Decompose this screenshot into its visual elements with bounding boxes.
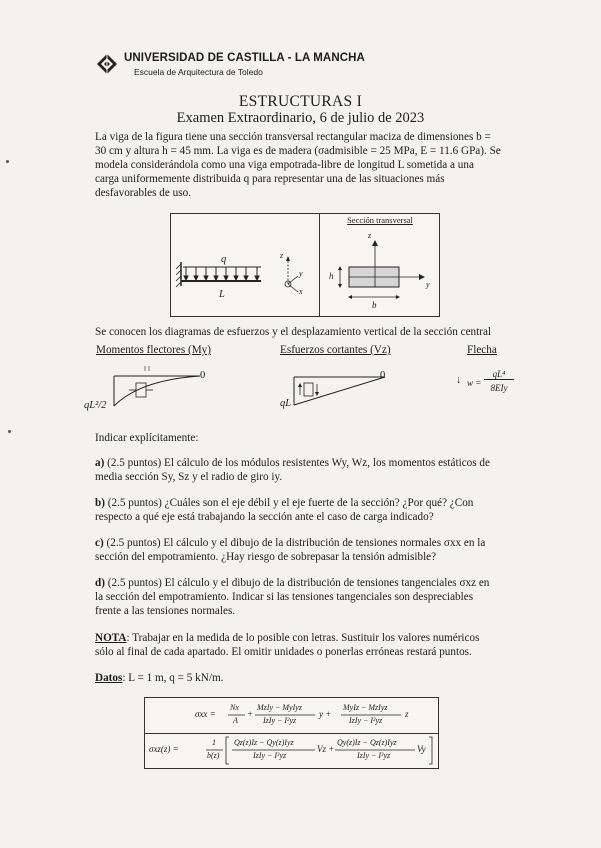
- diagrams-intro: Se conocen los diagramas de esfuerzos y el desplazamiento vertical de la sección central: [95, 326, 492, 338]
- intro-line: La viga de la figura tiene una sección transversal rectangular maciza de dimensiones b =: [95, 131, 491, 143]
- shear-diagram: [290, 365, 390, 410]
- margin-dot: [6, 160, 9, 163]
- beam-diagram: [171, 214, 439, 316]
- shear-zero-label: 0: [380, 370, 386, 381]
- load-label: q: [221, 254, 227, 265]
- width-label: b: [372, 300, 377, 310]
- x-axis-label: x: [299, 287, 303, 296]
- note-text: sólo al final de cada apartado. El omitir unidades o ponerlas erróneas restará puntos.: [95, 646, 472, 658]
- height-label: h: [329, 271, 334, 281]
- data-label: Datos: [95, 672, 123, 684]
- intro-line: 30 cm y altura h = 45 mm. La viga es de madera (σadmisible = 25 MPa, E = 11.6 GPa). Se: [95, 145, 501, 157]
- formula1-nx: Nx: [230, 703, 239, 712]
- beam-figure: [170, 213, 440, 317]
- note-text: : Trabajar en la medida de lo posible con letras. Sustituir los valores numéricos: [126, 632, 480, 644]
- data-section: [95, 671, 510, 685]
- section-title: Sección transversal: [347, 215, 413, 225]
- formula1-num3: MyIz − MzIyz: [343, 703, 388, 712]
- moment-zero-label: 0: [200, 370, 206, 381]
- note-label: NOTA: [95, 632, 127, 644]
- margin-dot: [8, 430, 11, 433]
- formula1-den3: IzIy − I²yz: [349, 716, 383, 725]
- y-axis-label: y: [299, 269, 303, 278]
- shear-diagram-title: Esfuerzos cortantes (Vz): [280, 344, 391, 356]
- question-label: b): [95, 497, 105, 509]
- moment-max-label: qL²/2: [84, 400, 107, 411]
- length-label: L: [219, 289, 225, 300]
- deflection-numerator: qL⁴: [484, 369, 514, 380]
- moment-diagram-title: Momentos flectores (My): [96, 344, 211, 356]
- section-z-label: z: [368, 231, 372, 240]
- moment-diagram: [100, 362, 210, 412]
- question-text: frente a las tensiones normales.: [95, 605, 236, 617]
- formula1-z: z: [405, 709, 409, 719]
- school-name: Escuela de Arquitectura de Toledo: [134, 67, 263, 77]
- question-label: d): [95, 577, 105, 589]
- z-axis-label: z: [280, 251, 284, 260]
- question-label: a): [95, 457, 105, 469]
- formula2-vy: Vy: [417, 744, 426, 754]
- question-a: [95, 456, 510, 484]
- formula2-num2: Qy(z)Iz − Qz(z)Iyz: [337, 738, 397, 747]
- question-text: respecto a qué eje está trabajando la sección ante el caso de carga indicado?: [95, 511, 434, 523]
- deflection-arrow: ↓: [456, 375, 462, 386]
- question-c: [95, 536, 510, 564]
- formula2-bz: b(z): [207, 751, 220, 760]
- formula1-y: y +: [319, 709, 332, 719]
- question-d: [95, 576, 510, 618]
- intro-paragraph: [95, 130, 510, 200]
- question-text: (2.5 puntos) El cálculo y el dibujo de la distribución de tensiones tangenciales σxz en: [107, 577, 490, 589]
- formula2-lhs: σxz(z) =: [149, 744, 179, 754]
- note-section: [95, 631, 510, 659]
- formula2-vz: Vz +: [317, 744, 335, 754]
- exam-title: ESTRUCTURAS I: [238, 93, 363, 110]
- shear-max-label: qL: [280, 398, 292, 409]
- formula1-plus: +: [247, 709, 254, 719]
- question-b: [95, 496, 510, 524]
- question-text: sección del empotramiento. ¿Hay riesgo de sobrepasar la tensión admisible?: [95, 551, 437, 563]
- intro-line: modela considerándola como una viga empotrada-libre de longitud L sometida a una: [95, 159, 474, 171]
- formula-box: [144, 697, 439, 769]
- deflection-title: Flecha: [467, 344, 497, 356]
- question-text: la sección del empotramiento. Indicar si las tensiones tangenciales son despreciables: [95, 591, 474, 603]
- formula1-area: A: [233, 716, 238, 725]
- university-name: UNIVERSIDAD DE CASTILLA - LA MANCHA: [124, 52, 365, 64]
- intro-line: carga uniformemente distribuida q para representar una de las situaciones más: [95, 173, 445, 185]
- questions-intro: Indicar explícitamente:: [95, 432, 199, 444]
- university-logo-icon: [96, 53, 118, 75]
- question-text: (2.5 puntos) El cálculo y el dibujo de la distribución de tensiones normales σxx en la: [106, 537, 486, 549]
- intro-line: desfavorables de uso.: [95, 187, 191, 199]
- formula2-num1: Qz(z)Iz − Qy(z)Iyz: [234, 738, 294, 747]
- question-label: c): [95, 537, 104, 549]
- data-text: : L = 1 m, q = 5 kN/m.: [122, 672, 224, 684]
- section-y-label: y: [426, 280, 430, 289]
- exam-subtitle: Examen Extraordinario, 6 de julio de 2023: [176, 110, 425, 126]
- formula2-one: 1: [212, 738, 216, 747]
- deflection-denominator: 8EIy: [490, 383, 508, 393]
- formula1-lhs: σxx =: [195, 709, 216, 719]
- question-text: (2.5 puntos) El cálculo de los módulos resistentes Wy, Wz, los momentos estáticos de: [107, 457, 490, 469]
- formula2-den1: IzIy − I²yz: [253, 751, 287, 760]
- deflection-symbol: w =: [467, 378, 482, 388]
- formula2-den2: IzIy − I²yz: [357, 751, 391, 760]
- question-text: media sección Sy, Sz y el radio de giro iy.: [95, 471, 283, 483]
- formula1-den2: IzIy − I²yz: [263, 716, 297, 725]
- formula1-num2: MzIy − MyIyz: [257, 703, 302, 712]
- question-text: (2.5 puntos) ¿Cuáles son el eje débil y el eje fuerte de la sección? ¿Por qué? ¿Con: [107, 497, 474, 509]
